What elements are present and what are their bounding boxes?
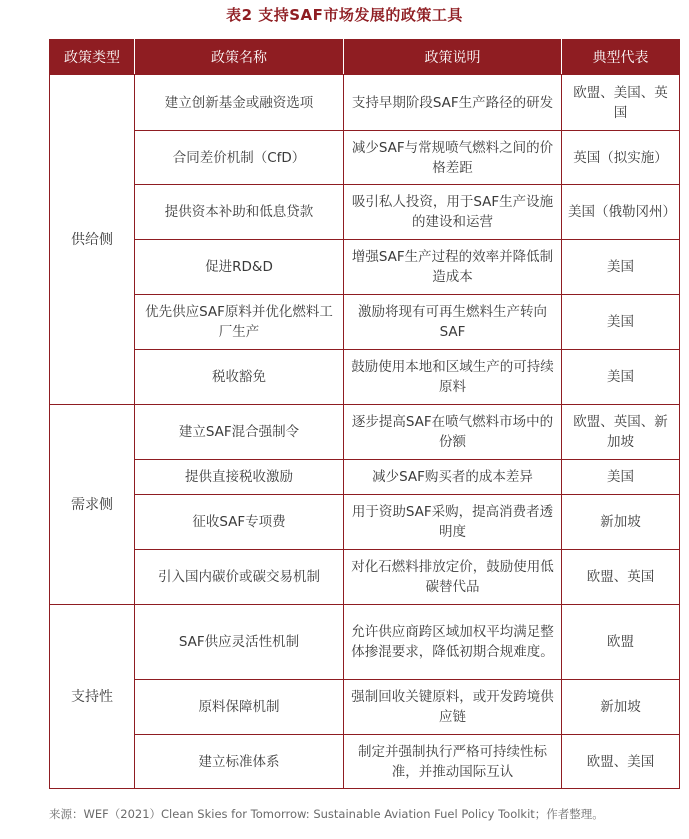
table-row bbox=[50, 680, 680, 735]
policy-rep: 美国 bbox=[562, 460, 680, 495]
policy-name: 合同差价机制（CfD） bbox=[135, 131, 344, 185]
policy-name: 提供直接税收激励 bbox=[135, 460, 344, 495]
table-row bbox=[50, 735, 680, 789]
header-name: 政策名称 bbox=[135, 40, 344, 75]
policy-rep: 新加坡 bbox=[562, 495, 680, 550]
policy-rep: 欧盟 bbox=[562, 605, 680, 680]
table-row bbox=[50, 295, 680, 350]
policy-desc: 强制回收关键原料，或开发跨境供应链 bbox=[344, 680, 562, 735]
policy-name: 优先供应SAF原料并优化燃料工厂生产 bbox=[135, 295, 344, 350]
policy-desc: 激励将现有可再生燃料生产转向SAF bbox=[344, 295, 562, 350]
policy-rep: 英国（拟实施） bbox=[562, 131, 680, 185]
type-support: 支持性 bbox=[50, 605, 135, 789]
table-row bbox=[50, 131, 680, 185]
policy-name: 提供资本补助和低息贷款 bbox=[135, 185, 344, 240]
policy-desc: 减少SAF购买者的成本差异 bbox=[344, 460, 562, 495]
policy-name: 引入国内碳价或碳交易机制 bbox=[135, 550, 344, 605]
table-row bbox=[50, 495, 680, 550]
policy-rep: 美国 bbox=[562, 240, 680, 295]
policy-rep: 欧盟、美国 bbox=[562, 735, 680, 789]
policy-name: 建立标准体系 bbox=[135, 735, 344, 789]
header-type: 政策类型 bbox=[50, 40, 135, 75]
table-row bbox=[50, 240, 680, 295]
policy-rep: 美国（俄勒冈州） bbox=[562, 185, 680, 240]
policy-desc: 鼓励使用本地和区域生产的可持续原料 bbox=[344, 350, 562, 405]
source-note: 来源：WEF（2021）Clean Skies for Tomorrow: Sustainable Aviation Fuel Policy Toolkit；作者整理。 bbox=[49, 807, 604, 821]
policy-rep: 美国 bbox=[562, 295, 680, 350]
policy-name: 原料保障机制 bbox=[135, 680, 344, 735]
policy-rep: 欧盟、英国、新加坡 bbox=[562, 405, 680, 460]
table-row bbox=[50, 405, 680, 460]
header-row bbox=[50, 40, 680, 75]
policy-rep: 新加坡 bbox=[562, 680, 680, 735]
table-title: 表2 支持SAF市场发展的政策工具 bbox=[226, 6, 463, 24]
header-rep: 典型代表 bbox=[562, 40, 680, 75]
policy-name: 促进RD&D bbox=[135, 240, 344, 295]
type-supply: 供给侧 bbox=[50, 75, 135, 405]
policy-desc: 吸引私人投资，用于SAF生产设施的建设和运营 bbox=[344, 185, 562, 240]
type-demand: 需求侧 bbox=[50, 405, 135, 605]
policy-rep: 美国 bbox=[562, 350, 680, 405]
policy-desc: 减少SAF与常规喷气燃料之间的价格差距 bbox=[344, 131, 562, 185]
policy-desc: 支持早期阶段SAF生产路径的研发 bbox=[344, 75, 562, 131]
policy-name: 税收豁免 bbox=[135, 350, 344, 405]
policy-rep: 欧盟、英国 bbox=[562, 550, 680, 605]
policy-table bbox=[49, 39, 680, 789]
policy-desc: 允许供应商跨区域加权平均满足整体掺混要求，降低初期合规难度。 bbox=[344, 605, 562, 680]
policy-name: 建立创新基金或融资选项 bbox=[135, 75, 344, 131]
table-row bbox=[50, 460, 680, 495]
policy-desc: 逐步提高SAF在喷气燃料市场中的份额 bbox=[344, 405, 562, 460]
policy-name: 建立SAF混合强制令 bbox=[135, 405, 344, 460]
policy-desc: 用于资助SAF采购，提高消费者透明度 bbox=[344, 495, 562, 550]
policy-desc: 对化石燃料排放定价，鼓励使用低碳替代品 bbox=[344, 550, 562, 605]
policy-rep: 欧盟、美国、英国 bbox=[562, 75, 680, 131]
table-row bbox=[50, 605, 680, 680]
table-row bbox=[50, 550, 680, 605]
policy-name: 征收SAF专项费 bbox=[135, 495, 344, 550]
header-desc: 政策说明 bbox=[344, 40, 562, 75]
policy-desc: 制定并强制执行严格可持续性标准，并推动国际互认 bbox=[344, 735, 562, 789]
policy-desc: 增强SAF生产过程的效率并降低制造成本 bbox=[344, 240, 562, 295]
policy-name: SAF供应灵活性机制 bbox=[135, 605, 344, 680]
table-row bbox=[50, 350, 680, 405]
table-row bbox=[50, 75, 680, 131]
table-row bbox=[50, 185, 680, 240]
